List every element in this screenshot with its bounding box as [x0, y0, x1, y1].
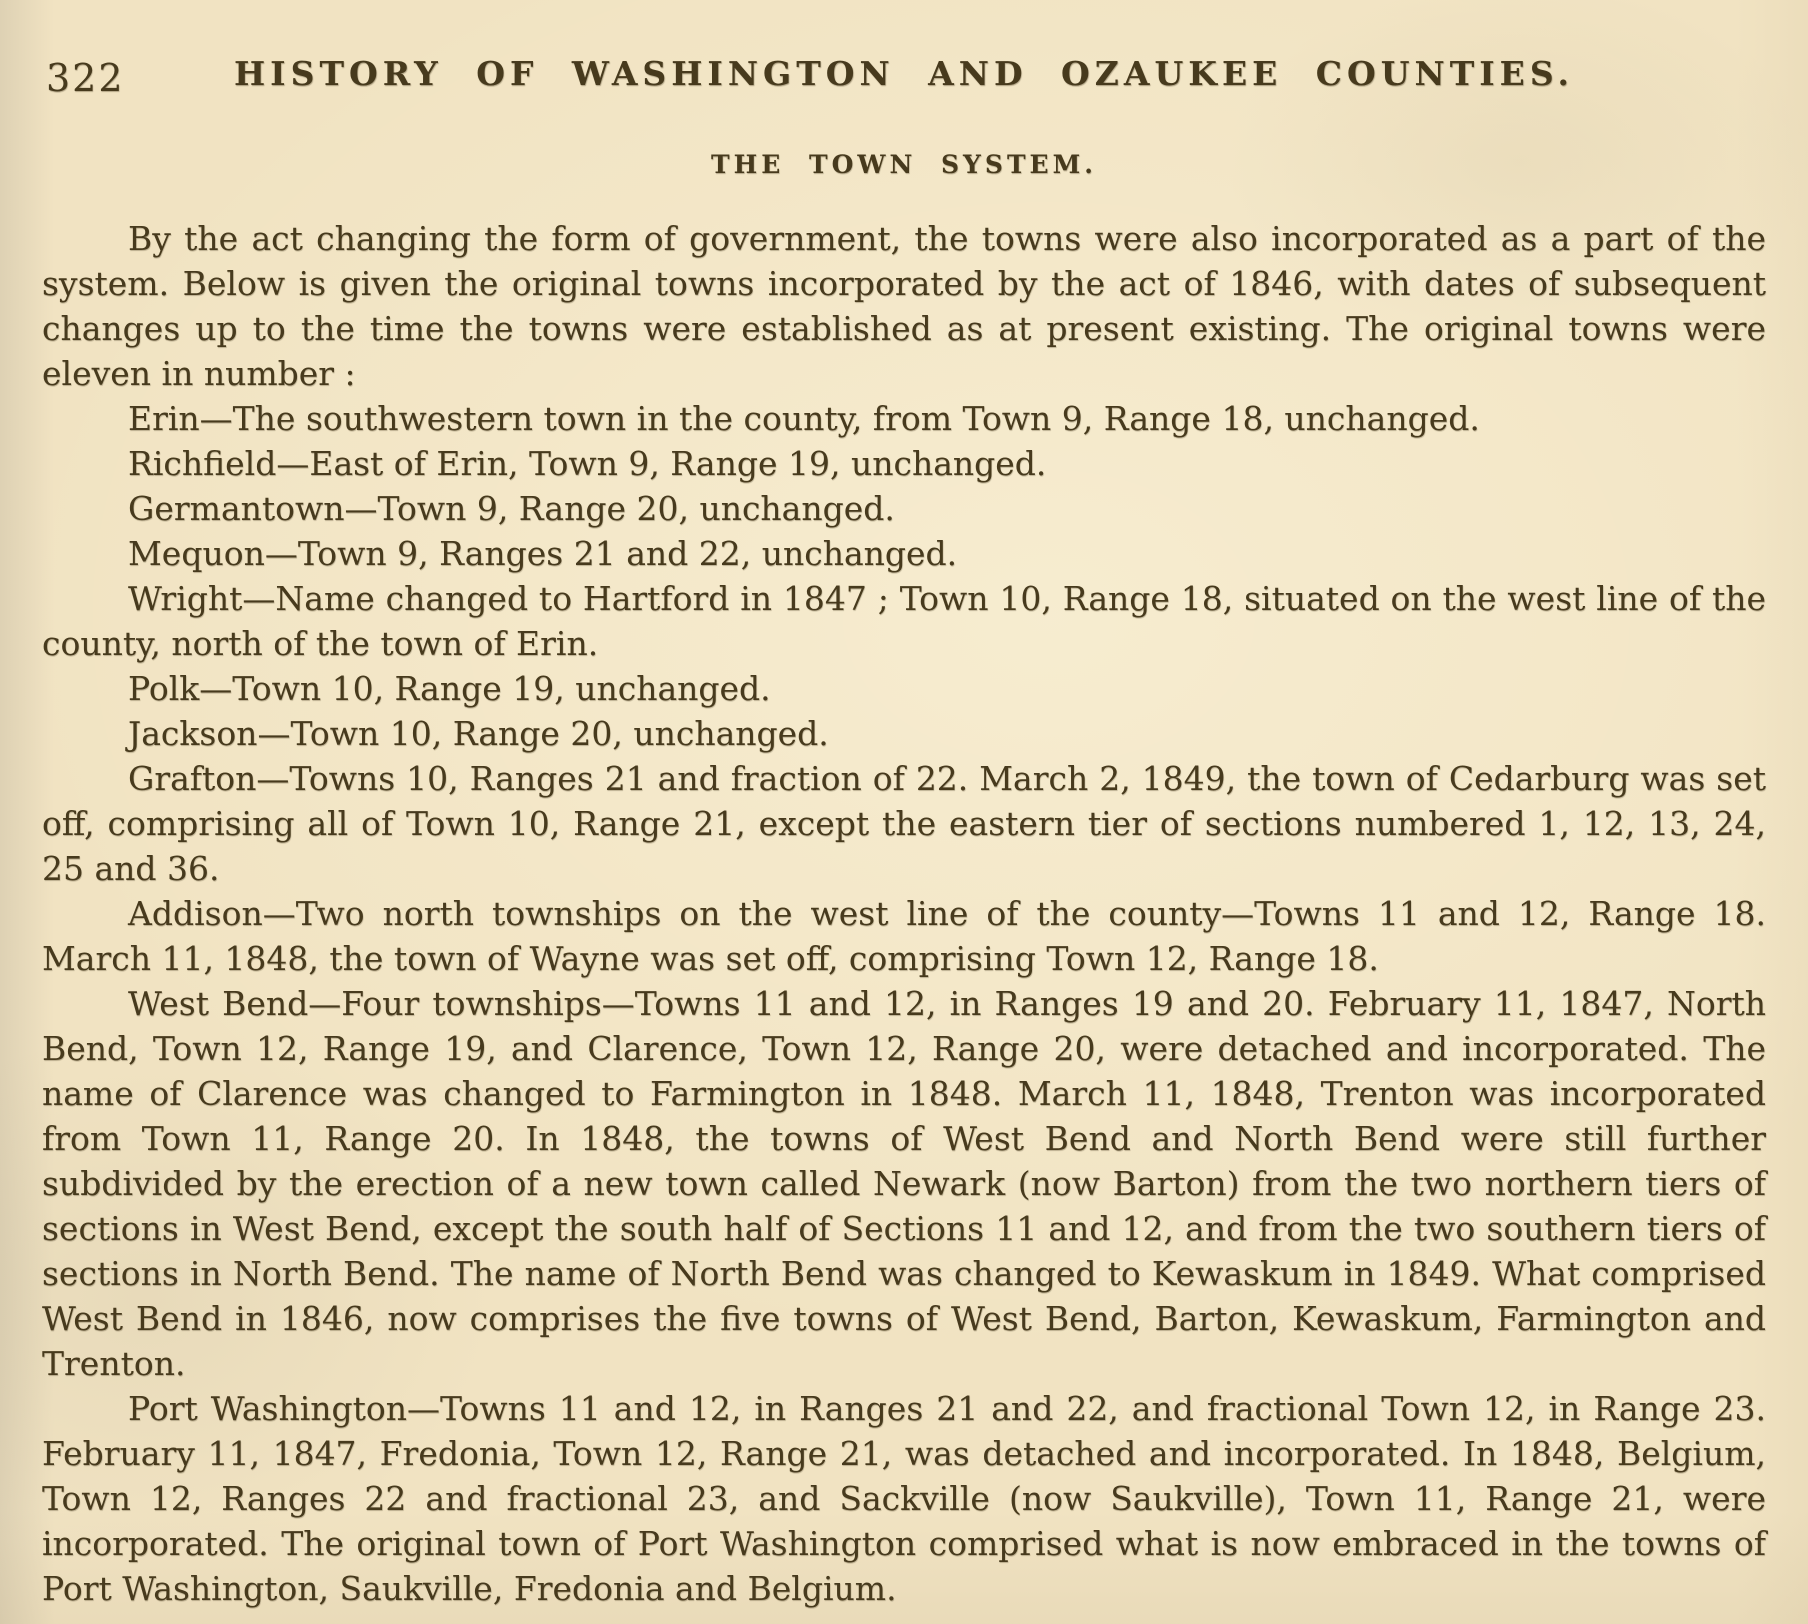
paragraph: Erin—The southwestern town in the county, from Town 9, Range 18, unchanged.: [128, 399, 1480, 438]
body-text: [42, 216, 1766, 1611]
paragraph: Mequon—Town 9, Ranges 21 and 22, unchanged.: [128, 534, 958, 573]
paragraph: Port Washington—Towns 11 and 12, in Ranges 21 and 22, and fractional Town 12, in Range 23. February 11, 1847, Fredonia, Town 12, Range 21, was detached and incorporated. In 1848, Belgium, Town 12, Ranges 22 and fractional 23, and Sackville (now Saukville), Town 11, Range 21, were incorporated. The original town of Port Washington comprised what is now embraced in the towns of Port Washington, Saukville, Fredonia and Belgium.: [42, 1389, 1766, 1608]
paragraph: Jackson—Town 10, Range 20, unchanged.: [128, 714, 829, 753]
paragraph: By the act changing the form of government, the towns were also incorporated as a part of the system. Below is given the original towns incorporated by the act of 1846, with dates of subsequent changes up to the time the towns were established as at present existing. The original towns were eleven in number :: [42, 219, 1766, 393]
paragraph: Addison—Two north townships on the west line of the county—Towns 11 and 12, Range 18. March 11, 1848, the town of Wayne was set off, comprising Town 12, Range 18.: [42, 894, 1766, 978]
paragraph: Grafton—Towns 10, Ranges 21 and fraction of 22. March 2, 1849, the town of Cedarburg was set off, comprising all of Town 10, Range 21, except the eastern tier of sections numbered 1, 12, 13, 24, 25 and 36.: [42, 759, 1766, 888]
paragraph: Wright—Name changed to Hartford in 1847 ; Town 10, Range 18, situated on the west line of the county, north of the town of Erin.: [42, 579, 1766, 663]
paragraph: Richfield—East of Erin, Town 9, Range 19, unchanged.: [128, 444, 1047, 483]
paragraph: Germantown—Town 9, Range 20, unchanged.: [128, 489, 895, 528]
running-head: [0, 54, 1808, 100]
section-heading: THE TOWN SYSTEM.: [711, 150, 1097, 179]
page-number: 322: [46, 56, 125, 100]
running-title: HISTORY OF WASHINGTON AND OZAUKEE COUNTIES.: [234, 54, 1574, 93]
paragraph: West Bend—Four townships—Towns 11 and 12, in Ranges 19 and 20. February 11, 1847, North Bend, Town 12, Range 19, and Clarence, Town 12, Range 20, were detached and incorporated. The name of Clarence was changed to Farmington in 1848. March 11, 1848, Trenton was incorporated from Town 11, Range 20. In 1848, the towns of West Bend and North Bend were still further subdivided by the erection of a new town called Newark (now Barton) from the two northern tiers of sections in West Bend, except the south half of Sections 11 and 12, and from the two southern tiers of sections in North Bend. The name of North Bend was changed to Kewaskum in 1849. What comprised West Bend in 1846, now comprises the five towns of West Bend, Barton, Kewaskum, Farmington and Trenton.: [42, 984, 1766, 1383]
paragraph: Polk—Town 10, Range 19, unchanged.: [128, 669, 771, 708]
